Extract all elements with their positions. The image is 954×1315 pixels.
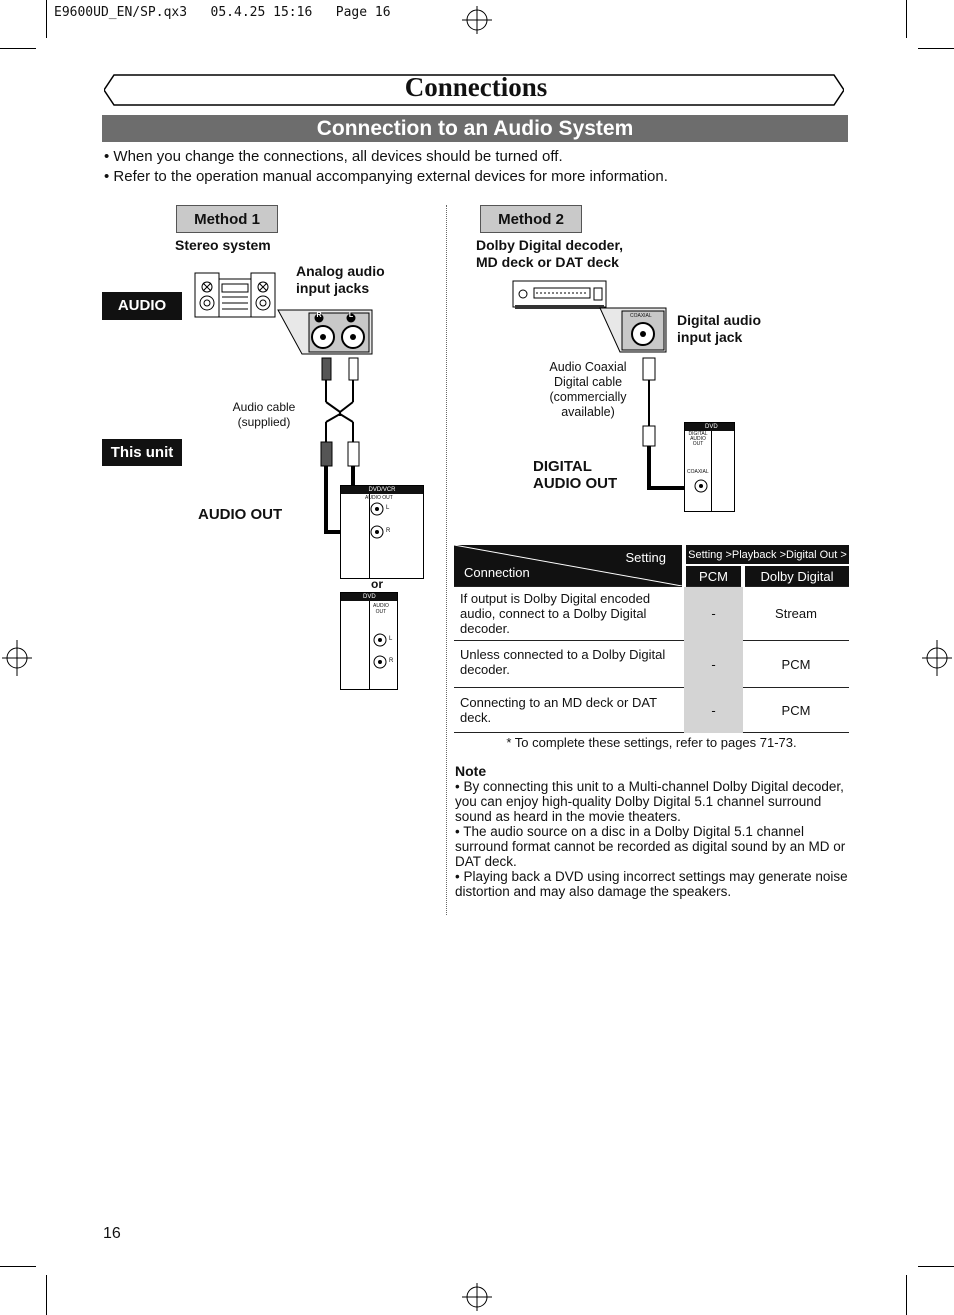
registration-mark-icon bbox=[922, 640, 952, 676]
method-1-label: Method 1 bbox=[176, 205, 278, 233]
audio-cable-label: Audio cable (supplied) bbox=[232, 400, 296, 429]
jack-label: R bbox=[389, 658, 394, 664]
page-number: 16 bbox=[103, 1225, 121, 1242]
coaxial-jack-label: COAXIAL bbox=[630, 313, 652, 319]
connection-cell: Unless connected to a Dolby Digital decoder. bbox=[454, 641, 684, 688]
jack-badge-l: L bbox=[348, 312, 354, 319]
dolby-cell: Stream bbox=[743, 587, 849, 641]
connection-cell: Connecting to an MD deck or DAT deck. bbox=[454, 688, 684, 733]
digital-input-label: Digital audio input jack bbox=[677, 312, 761, 345]
dolby-column-header: Dolby Digital bbox=[743, 565, 849, 587]
connection-header: Connection bbox=[464, 565, 530, 580]
table-row bbox=[454, 587, 849, 641]
table-row bbox=[454, 641, 849, 688]
decoder-device-icon bbox=[512, 280, 607, 310]
panel-title: DVD bbox=[341, 593, 397, 601]
panel-coaxial: COAXIAL bbox=[687, 469, 709, 475]
jack-label: R bbox=[386, 528, 391, 534]
crop-mark bbox=[46, 1275, 47, 1315]
decoder-label: Dolby Digital decoder, MD deck or DAT deck bbox=[476, 237, 624, 270]
panel-title: DVD/VCR bbox=[341, 486, 423, 494]
stereo-system-icon bbox=[194, 270, 276, 320]
crop-mark bbox=[918, 48, 954, 49]
dolby-cell: PCM bbox=[743, 688, 849, 733]
crop-mark bbox=[0, 1266, 36, 1267]
table-row bbox=[454, 688, 849, 733]
intro-line: • Refer to the operation manual accompanying external devices for more information. bbox=[104, 168, 668, 185]
column-divider bbox=[446, 205, 447, 915]
coaxial-cable-label: Audio Coaxial Digital cable (commercially available) bbox=[549, 360, 627, 419]
panel-subtitle: AUDIO OUT bbox=[365, 495, 393, 501]
jack-label: L bbox=[386, 505, 390, 511]
print-slug: E9600UD_EN/SP.qx3 05.4.25 15:16 Page 16 bbox=[54, 5, 391, 20]
unit-panel-digital bbox=[684, 422, 735, 512]
panel-title: DVD bbox=[685, 423, 734, 431]
or-label: or bbox=[371, 577, 383, 591]
settings-path: Setting >Playback >Digital Out > bbox=[684, 545, 849, 565]
registration-mark-icon bbox=[462, 1283, 492, 1311]
unit-panel-dvd-vcr bbox=[340, 485, 424, 579]
crop-mark bbox=[918, 1266, 954, 1267]
registration-mark-icon bbox=[2, 640, 32, 676]
section-title: Connection to an Audio System bbox=[102, 115, 848, 142]
crop-mark bbox=[906, 0, 907, 38]
registration-mark-icon bbox=[462, 6, 492, 34]
pcm-column-header: PCM bbox=[684, 565, 743, 587]
note-item: • Playing back a DVD using incorrect settings may generate noise distortion and may also damage the speakers. bbox=[455, 869, 848, 899]
audio-out-label: AUDIO OUT bbox=[198, 506, 283, 523]
connection-cell: If output is Dolby Digital encoded audio, connect to a Dolby Digital decoder. bbox=[454, 587, 684, 641]
pcm-cell: - bbox=[684, 587, 743, 641]
this-unit-tag: This unit bbox=[102, 439, 182, 466]
panel-subtitle: AUDIO OUT bbox=[373, 603, 389, 615]
crop-mark bbox=[906, 1275, 907, 1315]
jack-l-icon bbox=[373, 633, 387, 647]
intro-line: • When you change the connections, all devices should be turned off. bbox=[104, 148, 563, 165]
digital-audio-out-label: DIGITAL AUDIO OUT bbox=[533, 458, 618, 492]
note-item: • The audio source on a disc in a Dolby Digital 5.1 channel surround format cannot be recorded as digital sound by an MD or DAT deck. bbox=[455, 824, 846, 869]
crop-mark bbox=[0, 48, 36, 49]
analog-input-jacks-icon bbox=[274, 308, 374, 356]
pcm-cell: - bbox=[684, 688, 743, 733]
crop-mark bbox=[46, 0, 47, 38]
dolby-cell: PCM bbox=[743, 641, 849, 688]
page-title: Connections bbox=[404, 72, 548, 102]
digital-out-settings-table bbox=[454, 545, 849, 733]
table-header-corner bbox=[454, 545, 684, 587]
analog-input-label: Analog audio input jacks bbox=[296, 263, 385, 296]
pcm-cell: - bbox=[684, 641, 743, 688]
footnote: * To complete these settings, refer to pages 71-73. bbox=[506, 735, 797, 750]
jack-r-icon bbox=[370, 525, 384, 539]
unit-panel-dvd bbox=[340, 592, 398, 690]
jack-badge-r: R bbox=[316, 312, 322, 319]
panel-subtitle: DIGITAL AUDIO OUT bbox=[688, 431, 708, 447]
note-item: • By connecting this unit to a Multi-channel Dolby Digital decoder, you can enjoy high-quality Dolby Digital 5.1 channel surround sound as heard in the movie theaters. bbox=[455, 779, 844, 824]
setting-header: Setting bbox=[625, 550, 666, 565]
jack-label: L bbox=[389, 636, 393, 642]
method-2-label: Method 2 bbox=[480, 205, 582, 233]
stereo-system-label: Stereo system bbox=[175, 237, 271, 253]
jack-l-icon bbox=[370, 502, 384, 516]
coaxial-jack-icon bbox=[694, 479, 708, 493]
audio-tag: AUDIO bbox=[102, 292, 182, 320]
jack-r-icon bbox=[373, 655, 387, 669]
note-title: Note bbox=[455, 763, 487, 779]
